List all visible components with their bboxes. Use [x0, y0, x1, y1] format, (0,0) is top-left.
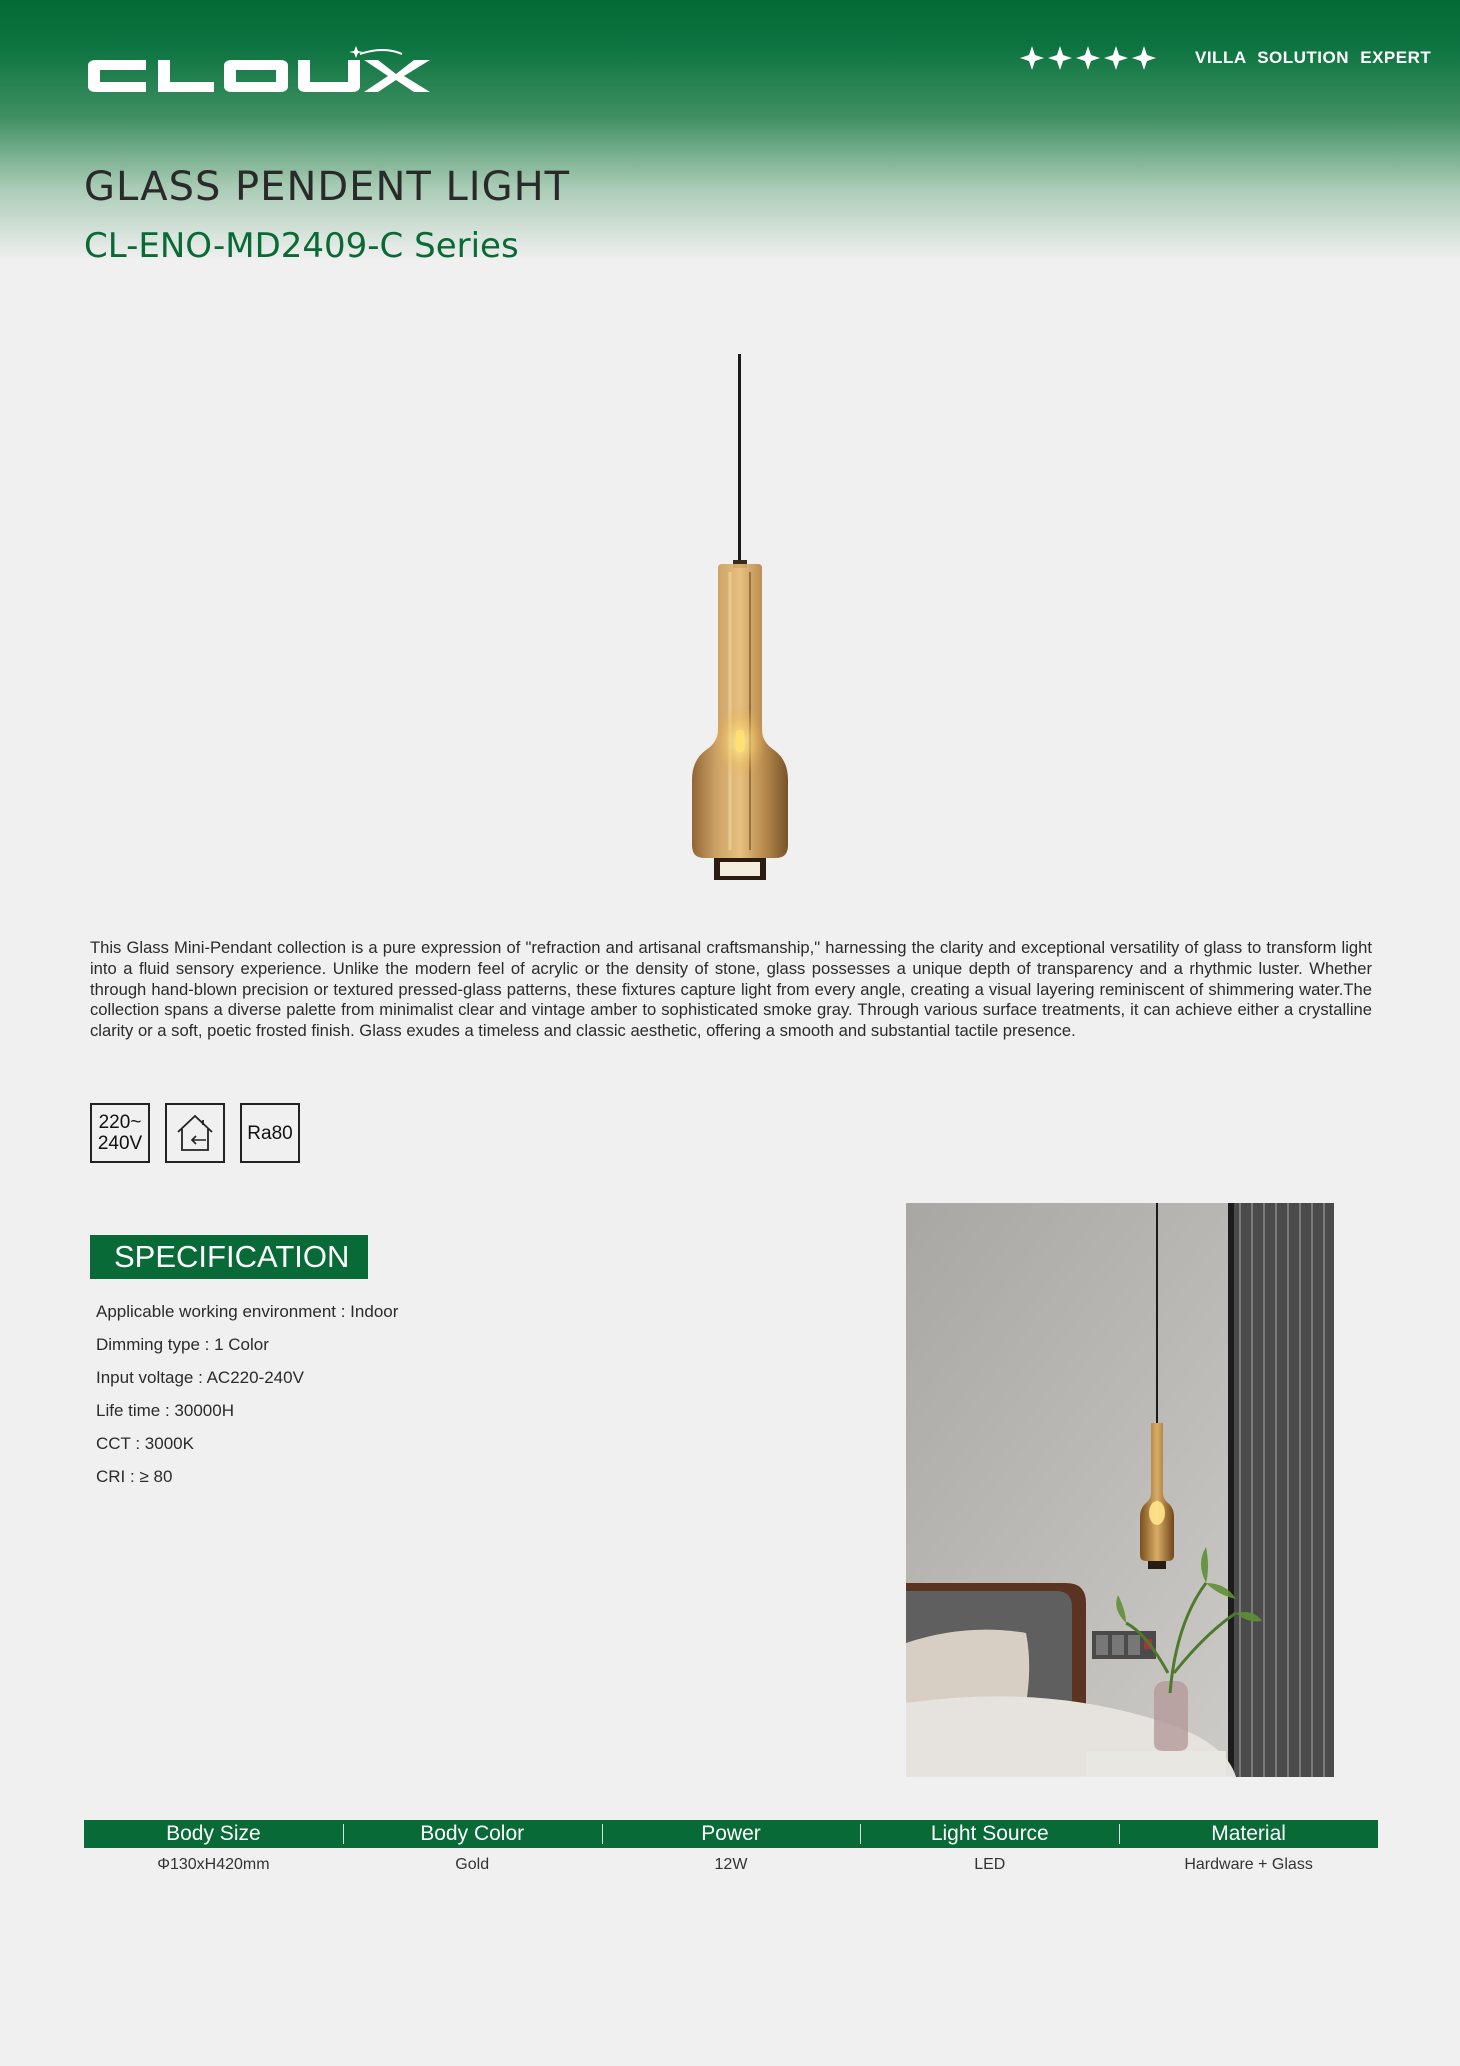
room-scene-photo [906, 1203, 1334, 1777]
value-power: 12W [714, 1856, 748, 1873]
voltage-badge [90, 1103, 150, 1163]
header-material: Material [1119, 1820, 1378, 1848]
specification-list [96, 1302, 398, 1500]
value-body-color: Gold [455, 1856, 490, 1873]
value-material: Hardware + Glass [1184, 1856, 1313, 1873]
summary-table-row [84, 1856, 1378, 1874]
product-title: GLASS PENDENT LIGHT [84, 164, 571, 210]
rating-stars [1018, 38, 1160, 78]
cri-badge-text: Ra80 [247, 1122, 293, 1144]
header-power: Power [602, 1820, 861, 1848]
spec-item: Dimming type : 1 Color [96, 1335, 269, 1354]
spec-item: Input voltage : AC220-240V [96, 1368, 304, 1387]
product-series: CL-ENO-MD2409-C Series [84, 226, 519, 266]
product-description: This Glass Mini-Pendant collection is a pure expression of "refraction and artisanal craftsmanship," harnessing the clarity and exceptional versatility of glass to transform light into a fluid sensory experience. Unlike the modern feel of acrylic or the density of stone, glass possesses a unique depth of transparency and a rhythmic luster. Whether through hand-blown precision or textured pressed-glass patterns, these fixtures capture light from every angle, creating a visual layering reminiscent of shimmering water.The collection spans a diverse palette from minimalist clear and vintage amber to sophisticated smoke gray. Through various surface treatments, it can achieve either a crystalline clarity or a soft, poetic frosted finish. Glass exudes a timeless and classic aesthetic, offering a smooth and substantial tactile presence. [90, 938, 1372, 1041]
cloux-logo [84, 40, 436, 102]
spec-item: Applicable working environment : Indoor [96, 1302, 399, 1321]
header-band [0, 0, 1460, 260]
voltage-line-1: 220~ [98, 1112, 142, 1133]
spec-item: CCT : 3000K [96, 1434, 194, 1453]
value-light-source: LED [974, 1856, 1006, 1873]
specification-heading: SPECIFICATION [90, 1235, 368, 1279]
header-body-size: Body Size [166, 1822, 261, 1845]
summary-table-header [84, 1820, 1378, 1848]
cri-badge [240, 1103, 300, 1163]
indoor-house-icon [172, 1110, 218, 1156]
spec-item: Life time : 30000H [96, 1401, 234, 1420]
value-body-size: Φ130xH420mm [157, 1856, 270, 1873]
header-body-color: Body Color [343, 1820, 602, 1848]
tagline: VILLA SOLUTION EXPERT [1195, 48, 1432, 67]
header-light-source: Light Source [860, 1820, 1119, 1848]
pendant-lamp-image [660, 350, 820, 890]
spec-item: CRI : ≥ 80 [96, 1467, 173, 1486]
voltage-line-2: 240V [97, 1133, 143, 1154]
indoor-badge [165, 1103, 225, 1163]
